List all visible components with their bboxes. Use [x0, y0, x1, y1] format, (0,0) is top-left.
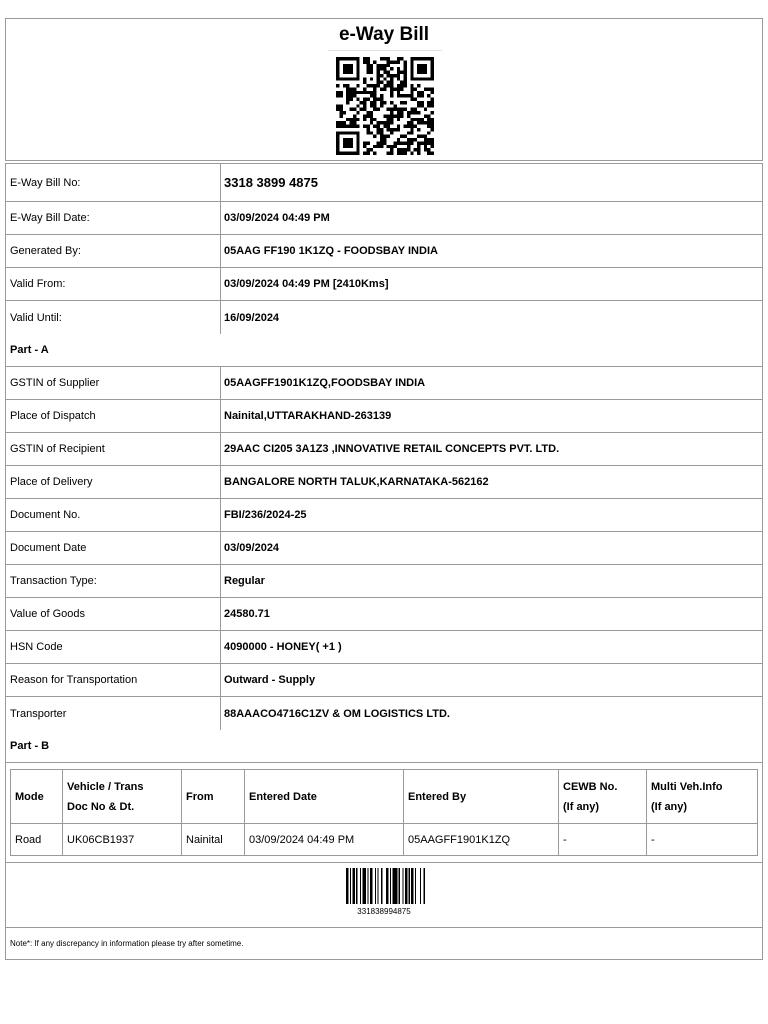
table-cell: -: [647, 824, 758, 856]
table-cell: -: [559, 824, 647, 856]
barcode-section: [6, 863, 762, 928]
footnote: Note*: If any discrepancy in information please try after sometime.: [10, 939, 244, 948]
vehicle-table: [10, 769, 758, 856]
field-value: 03/09/2024 04:49 PM [2410Kms]: [224, 278, 389, 290]
table-body: [11, 824, 758, 856]
page-title: e-Way Bill: [338, 24, 430, 45]
table-cell: 05AAGFF1901K1ZQ: [404, 824, 559, 856]
field-label: Valid From:: [6, 268, 221, 300]
field-row: [6, 499, 762, 532]
field-value: BANGALORE NORTH TALUK,KARNATAKA-562162: [224, 476, 489, 488]
column-header-line: Vehicle / Trans: [67, 780, 144, 793]
column-header: [182, 770, 245, 824]
part-a-fields: [6, 367, 762, 730]
field-label: Place of Dispatch: [6, 400, 221, 432]
column-header: [404, 770, 559, 824]
field-label: Document No.: [6, 499, 221, 531]
column-header-line: (If any): [563, 800, 600, 813]
field-label: Reason for Transportation: [6, 664, 221, 696]
field-value: 29AAC CI205 3A1Z3 ,INNOVATIVE RETAIL CONCEPTS PVT. LTD.: [224, 443, 560, 455]
field-row: [6, 400, 762, 433]
field-label: E-Way Bill No:: [6, 164, 221, 201]
header: [5, 18, 763, 161]
field-label: E-Way Bill Date:: [6, 202, 221, 234]
column-header-line: Entered Date: [249, 790, 317, 803]
column-header: [559, 770, 647, 824]
field-label: Transporter: [6, 697, 221, 730]
field-value: 4090000 - HONEY( +1 ): [224, 641, 342, 653]
table-cell: UK06CB1937: [63, 824, 182, 856]
field-row: [6, 532, 762, 565]
field-value: FBI/236/2024-25: [224, 509, 307, 521]
field-label: GSTIN of Recipient: [6, 433, 221, 465]
part-b-heading: Part - B: [6, 730, 762, 763]
table-cell: Nainital: [182, 824, 245, 856]
field-row: [6, 433, 762, 466]
field-label: Valid Until:: [6, 301, 221, 334]
bill-details: [5, 163, 763, 960]
part-b-table-wrap: [6, 763, 762, 863]
column-header: [647, 770, 758, 824]
field-row: [6, 235, 762, 268]
table-cell: Road: [11, 824, 63, 856]
field-value: 88AAACO4716C1ZV & OM LOGISTICS LTD.: [224, 707, 450, 720]
field-value: 05AAGFF1901K1ZQ,FOODSBAY INDIA: [224, 377, 426, 389]
field-row: [6, 202, 762, 235]
field-value: 03/09/2024 04:49 PM: [224, 212, 330, 224]
barcode-icon: [346, 868, 426, 904]
field-row: [6, 268, 762, 301]
field-value: 3318 3899 4875: [224, 175, 318, 190]
field-row: [6, 466, 762, 499]
column-header-line: Multi Veh.Info: [651, 780, 723, 793]
column-header: [63, 770, 182, 824]
column-header: [245, 770, 404, 824]
column-header-line: (If any): [651, 800, 688, 813]
field-row: [6, 598, 762, 631]
part-a-heading: Part - A: [6, 334, 762, 367]
field-label: Value of Goods: [6, 598, 221, 630]
field-value: Outward - Supply: [224, 674, 316, 686]
field-value: Regular: [224, 575, 265, 587]
field-row: [6, 631, 762, 664]
eway-bill-sheet: [5, 18, 763, 960]
field-value: 16/09/2024: [224, 311, 280, 324]
field-label: Place of Delivery: [6, 466, 221, 498]
column-header: [11, 770, 63, 824]
table-header-row: [11, 770, 758, 824]
field-label: Generated By:: [6, 235, 221, 267]
column-header-line: Mode: [15, 790, 44, 803]
field-label: Transaction Type:: [6, 565, 221, 597]
table-row: [11, 824, 758, 856]
table-cell: 03/09/2024 04:49 PM: [245, 824, 404, 856]
column-header-line: From: [186, 790, 214, 803]
column-header-line: Entered By: [408, 790, 467, 803]
summary-fields: [6, 164, 762, 334]
field-row: [6, 664, 762, 697]
field-value: 03/09/2024: [224, 542, 280, 554]
qr-code-frame: [328, 50, 442, 159]
field-row: [6, 565, 762, 598]
field-row: [6, 301, 762, 334]
qr-code-icon: [334, 57, 436, 155]
field-value: Nainital,UTTARAKHAND-263139: [224, 410, 392, 422]
field-value: 05AAG FF190 1K1ZQ - FOODSBAY INDIA: [224, 245, 438, 257]
field-label: Document Date: [6, 532, 221, 564]
field-label: GSTIN of Supplier: [6, 367, 221, 399]
field-row: [6, 697, 762, 730]
field-value: 24580.71: [224, 608, 270, 620]
column-header-line: CEWB No.: [563, 780, 618, 793]
column-header-line: Doc No & Dt.: [67, 800, 135, 813]
field-row: [6, 367, 762, 400]
field-row: [6, 164, 762, 202]
field-label: HSN Code: [6, 631, 221, 663]
barcode-number: 331838994875: [357, 907, 411, 916]
